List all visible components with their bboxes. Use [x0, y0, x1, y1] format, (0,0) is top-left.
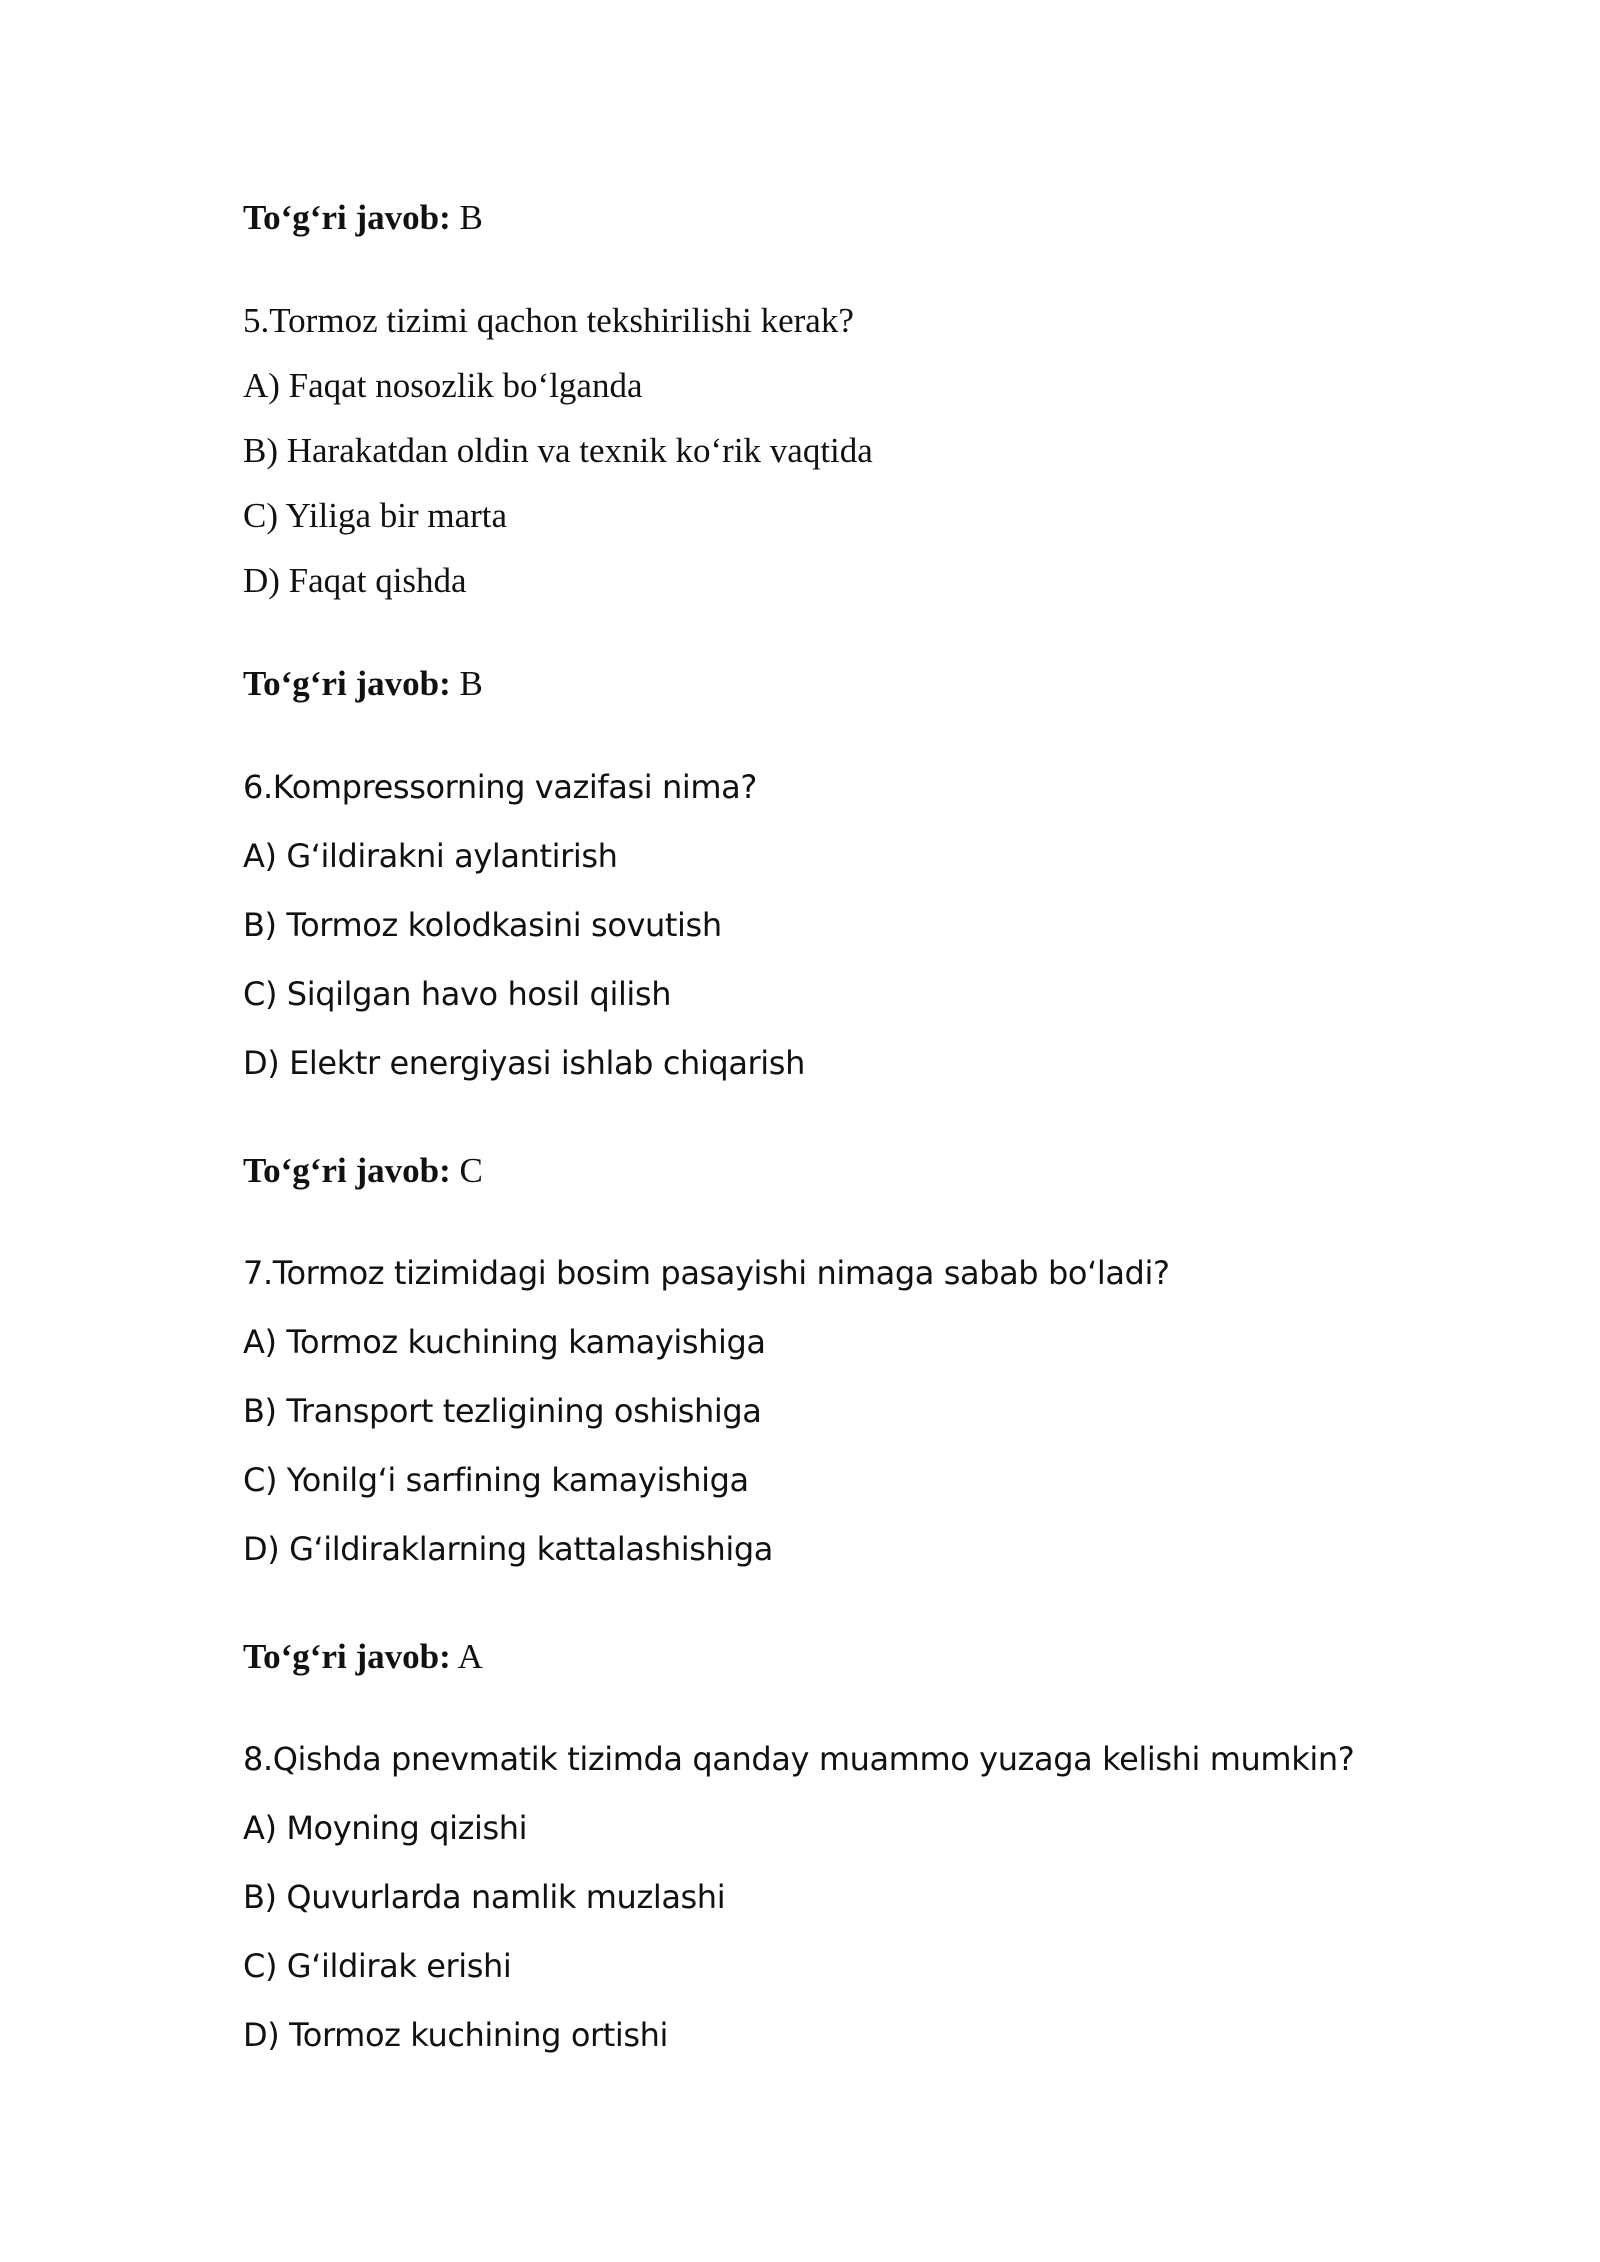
- q8-option-b: B) Quvurlarda namlik muzlashi: [243, 1878, 726, 1916]
- q6-option-b: B) Tormoz kolodkasini sovutish: [243, 906, 722, 944]
- q7-option-d: D) G‘ildiraklarning kattalashishiga: [243, 1530, 773, 1568]
- correct-answer-value: B: [459, 664, 483, 703]
- q7-option-a: A) Tormoz kuchining kamayishiga: [243, 1323, 766, 1361]
- q6-option-d: D) Elektr energiyasi ishlab chiqarish: [243, 1044, 805, 1082]
- q5-correct-answer-line: [243, 666, 483, 701]
- correct-answer-value: A: [457, 1637, 483, 1676]
- q5-option-c: C) Yiliga bir marta: [243, 496, 508, 535]
- q6-option-a: A) G‘ildirakni aylantirish: [243, 837, 618, 875]
- question-5: 5.Tormoz tizimi qachon tekshirilishi kerak?: [243, 301, 854, 340]
- correct-answer-label: To‘g‘ri javob:: [243, 1151, 451, 1190]
- correct-answer-value: B: [459, 198, 483, 237]
- q5-option-a: A) Faqat nosozlik bo‘lganda: [243, 366, 643, 405]
- q8-option-d: D) Tormoz kuchining ortishi: [243, 2016, 669, 2054]
- correct-answer-line: [243, 200, 483, 235]
- q8-option-c: C) G‘ildirak erishi: [243, 1947, 512, 1985]
- q5-option-b: B) Harakatdan oldin va texnik ko‘rik vaqtida: [243, 431, 873, 470]
- q7-correct-answer-line: [243, 1639, 483, 1674]
- question-8: 8.Qishda pnevmatik tizimda qanday muammo yuzaga kelishi mumkin?: [243, 1740, 1355, 1778]
- q7-option-c: C) Yonilg‘i sarfining kamayishiga: [243, 1461, 749, 1499]
- q6-option-c: C) Siqilgan havo hosil qilish: [243, 975, 672, 1013]
- correct-answer-label: To‘g‘ri javob:: [243, 1637, 451, 1676]
- q8-option-a: A) Moyning qizishi: [243, 1809, 528, 1847]
- q7-option-b: B) Transport tezligining oshishiga: [243, 1392, 762, 1430]
- correct-answer-label: To‘g‘ri javob:: [243, 664, 451, 703]
- correct-answer-label: To‘g‘ri javob:: [243, 198, 451, 237]
- q5-option-d: D) Faqat qishda: [243, 561, 467, 600]
- question-6: 6.Kompressorning vazifasi nima?: [243, 768, 757, 806]
- question-7: 7.Tormoz tizimidagi bosim pasayishi nimaga sabab bo‘ladi?: [243, 1254, 1170, 1292]
- correct-answer-value: C: [459, 1151, 483, 1190]
- q6-correct-answer-line: [243, 1153, 483, 1188]
